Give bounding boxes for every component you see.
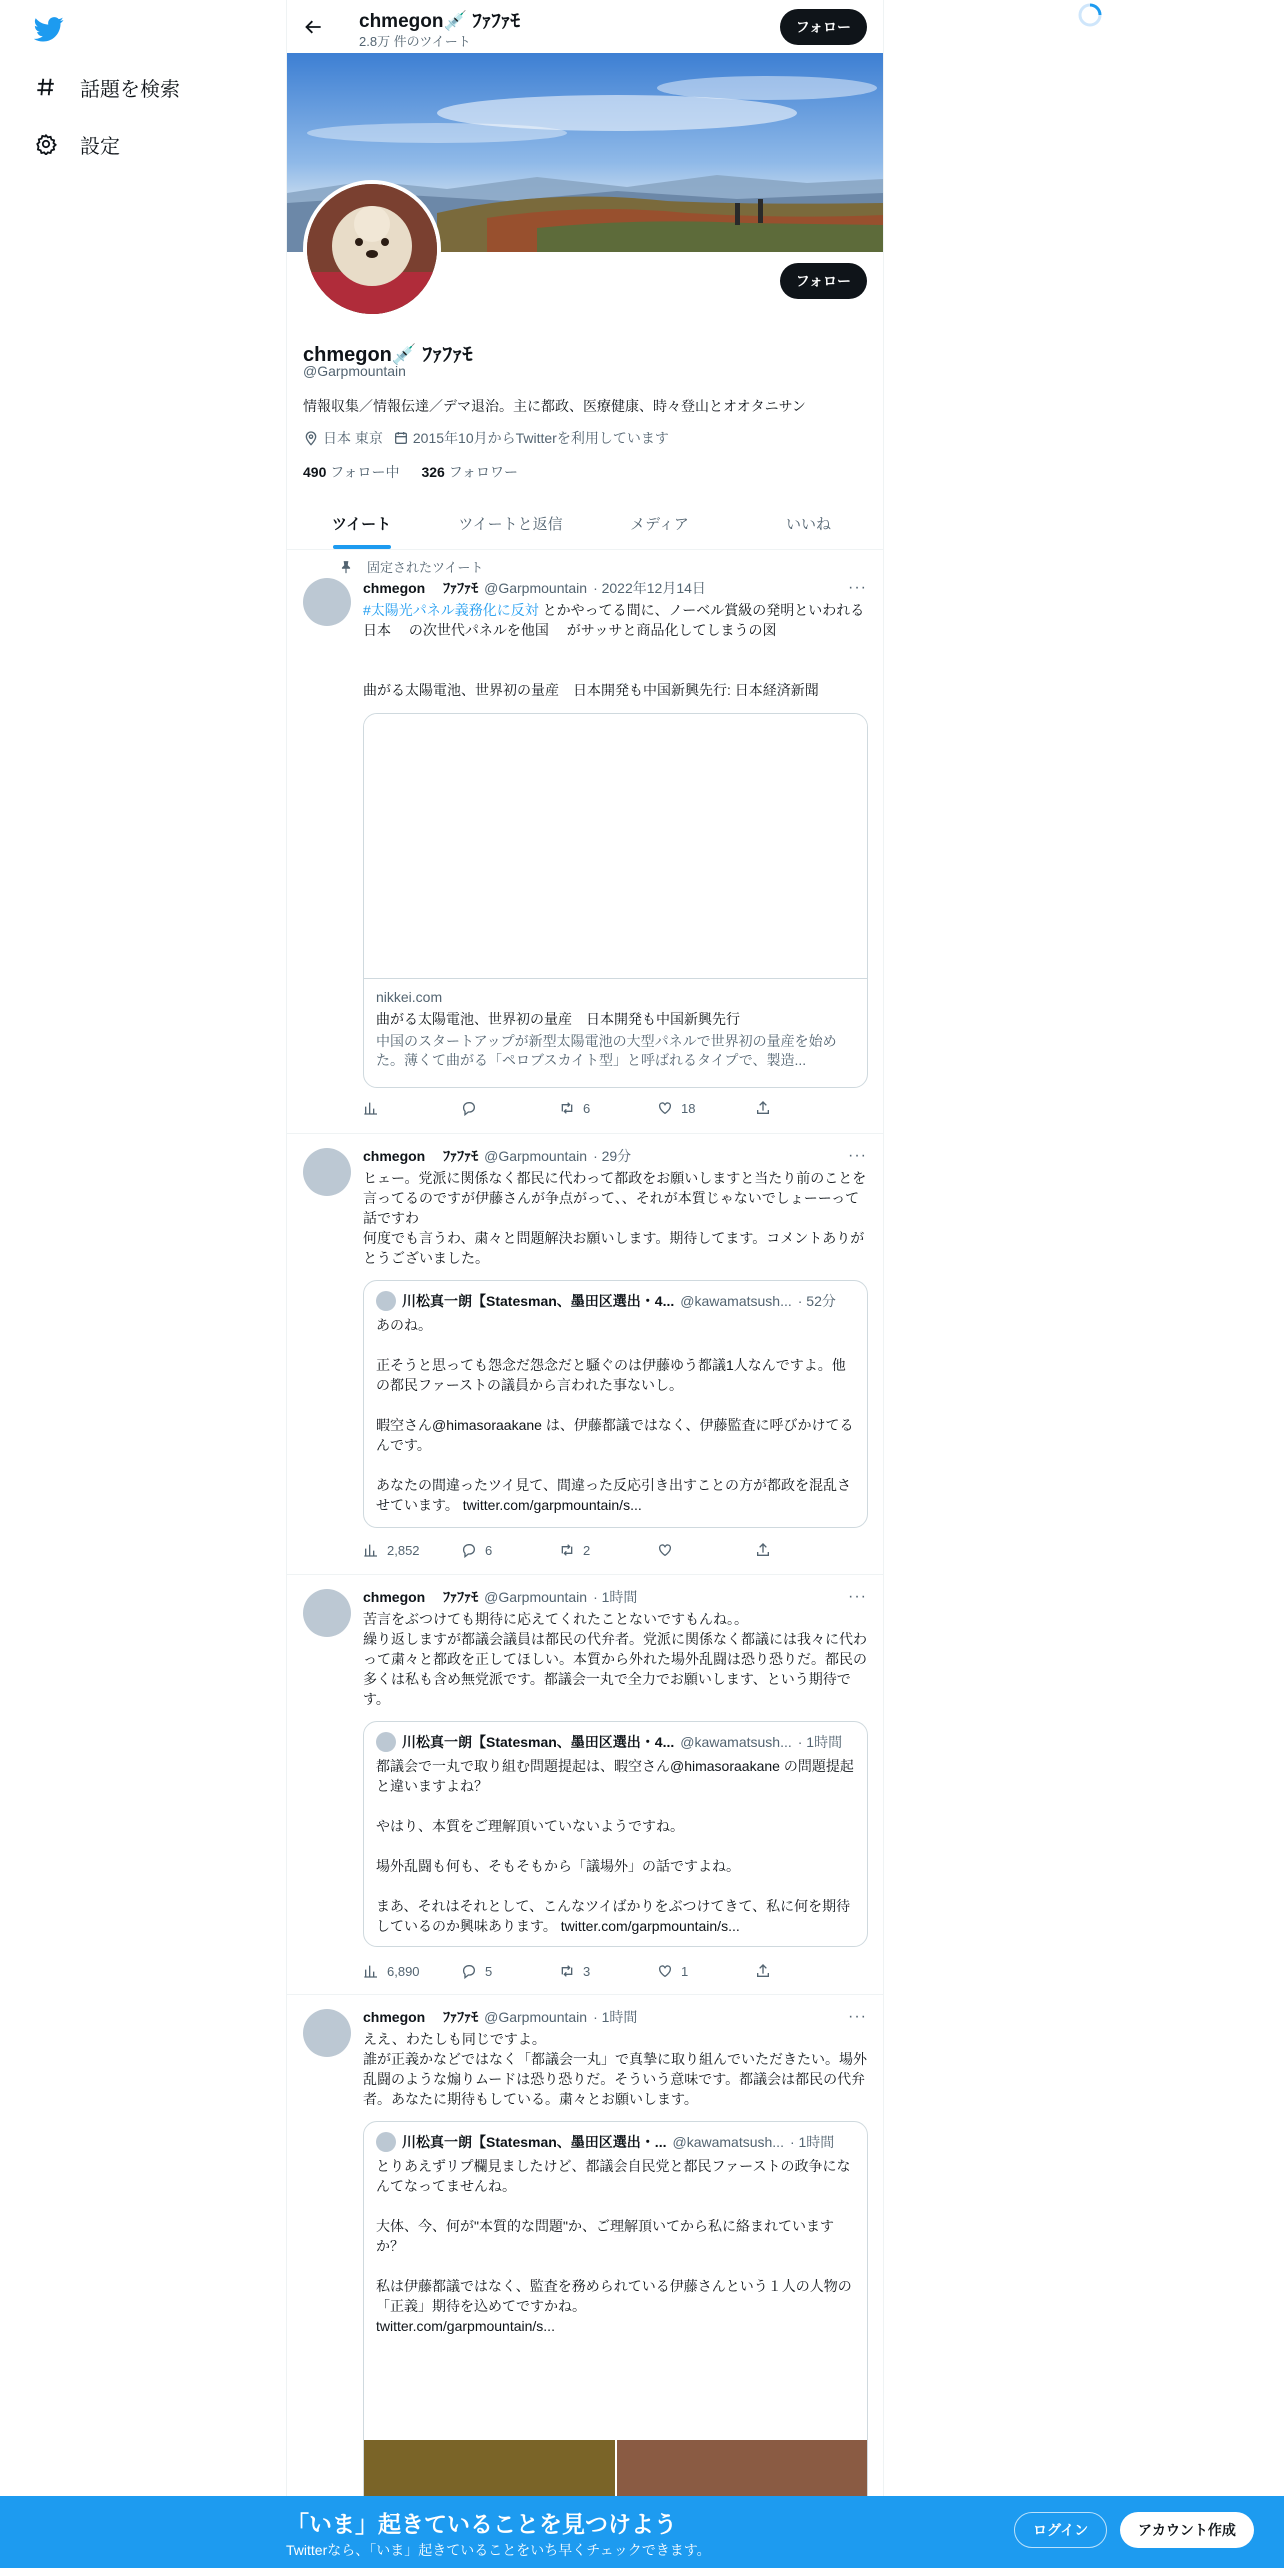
quote-author-handle: @kawamatsush... xyxy=(680,1734,792,1750)
quote-avatar xyxy=(376,1732,396,1752)
tweet-actions xyxy=(363,1100,783,1116)
quote-tweet[interactable] xyxy=(363,1280,868,1528)
login-button[interactable]: ログイン xyxy=(1014,2512,1107,2548)
hashtag-link[interactable]: #太陽光パネル義務化に反対 xyxy=(363,602,539,618)
views-count: 2,852 xyxy=(387,1542,420,1558)
arrow-left-icon xyxy=(304,17,324,37)
views-button[interactable] xyxy=(363,1542,461,1558)
quote-tweet[interactable] xyxy=(363,1721,868,1947)
reply-button[interactable] xyxy=(461,1100,559,1116)
tweet-author-name[interactable]: chmegon ﾌｧﾌｧﾓ xyxy=(363,1148,479,1164)
heart-icon xyxy=(657,1963,673,1979)
reply-button[interactable] xyxy=(461,1963,559,1979)
location-pin-icon xyxy=(303,430,319,446)
tab-tweets[interactable]: ツイート xyxy=(287,498,436,549)
reply-icon xyxy=(461,1963,477,1979)
tweet-time[interactable]: · 1時間 xyxy=(593,1589,638,1605)
profile-follow-button[interactable]: フォロー xyxy=(780,263,867,299)
nav-settings[interactable] xyxy=(34,124,120,164)
reply-icon xyxy=(461,1100,477,1116)
profile-header xyxy=(287,0,883,53)
tweet-text: ヒェー。党派に関係なく都民に代わって都政をお願いしますと当たり前のことを言ってるのですが伊藤さんが争点がって、、それが本質じゃないでしょーーって話ですわ 何度でも言うわ、粛々と問題解決お願いします。期待してます。コメントありがとうございました。 xyxy=(363,1170,867,1266)
profile-stats xyxy=(303,462,536,482)
tweet-header xyxy=(363,1587,867,1607)
nav-explore[interactable] xyxy=(34,67,180,107)
signup-prompt-title: 「いま」起きていることを見つけよう xyxy=(286,2511,677,2537)
more-options-icon[interactable]: ··· xyxy=(848,1588,867,1605)
tweet-header xyxy=(363,2007,867,2027)
quote-author-name: 川松真一朗【Statesman、墨田区選出・4... xyxy=(402,1293,675,1309)
quote-text: 都議会で一丸で取り組む問題提起は、暇空さん@himasoraakane の問題提起と違いますよね？ やはり、本質をご理解頂いていないようですね。 場外乱闘も何も、そもそもから「議場外」の話ですよね。 まあ、それはそれとして、こんなツイばかりをぶつけてきて、私に何を期待しているのか興味あります。 twitter.com/garpmountain/s... xyxy=(376,1758,854,1934)
followers-link[interactable] xyxy=(421,464,518,480)
share-button[interactable] xyxy=(755,1100,779,1116)
tweet-header xyxy=(363,578,867,598)
signup-prompt-bar xyxy=(0,2496,1284,2568)
tweet-time[interactable]: · 2022年12月14日 xyxy=(593,580,706,596)
tweet[interactable] xyxy=(287,1134,883,1575)
link-card-body xyxy=(364,979,867,1080)
quote-time: · 52分 xyxy=(797,1293,836,1309)
profile-tabs xyxy=(287,498,883,550)
following-label: フォロー中 xyxy=(330,464,400,480)
tweet-author-handle[interactable]: @Garpmountain xyxy=(484,1589,588,1605)
share-icon xyxy=(755,1100,771,1116)
quote-time: · 1時間 xyxy=(789,2134,835,2150)
quote-avatar xyxy=(376,1291,396,1311)
profile-timeline xyxy=(286,0,884,2568)
views-button[interactable] xyxy=(363,1963,461,1979)
retweet-icon xyxy=(559,1100,575,1116)
heart-icon xyxy=(657,1542,673,1558)
tweet-author-name[interactable]: chmegon ﾌｧﾌｧﾓ xyxy=(363,580,479,596)
quote-header xyxy=(376,1291,855,1311)
tweet-author-handle[interactable]: @Garpmountain xyxy=(484,580,588,596)
more-options-icon[interactable]: ··· xyxy=(848,2008,867,2025)
tweet[interactable] xyxy=(287,1995,883,2568)
like-button[interactable] xyxy=(657,1963,755,1979)
quote-header xyxy=(376,1732,855,1752)
tweet-text xyxy=(363,600,867,700)
profile-bio: 情報収集／情報伝達／デマ退治。主に都政、医療健康、時々登山とオオタニサン xyxy=(303,398,806,414)
pinned-label: 固定されたツイート xyxy=(367,560,484,575)
tweet[interactable] xyxy=(287,550,883,1134)
retweet-count: 3 xyxy=(583,1963,591,1979)
quote-text: あのね。 正そうと思っても怨念だ怨念だと騒ぐのは伊藤ゆう都議1人なんですよ。他の都民ファーストの議員から言われた事ないし。 暇空さん@himasoraakane は、伊藤都議ではなく、伊藤監査に呼びかけてるんです。 あなたの間違ったツイ見て、間違った反応引き出すことの方が都政を混乱させています。 twitter.com/garpmountain/s... xyxy=(376,1317,854,1513)
profile-avatar[interactable] xyxy=(303,180,441,318)
profile-name: chmegon💉 ﾌｧﾌｧﾓ xyxy=(303,344,473,366)
following-link[interactable] xyxy=(303,464,400,480)
quote-time: · 1時間 xyxy=(797,1734,843,1750)
tweet-actions xyxy=(363,1542,783,1558)
profile-location-text: 日本 東京 xyxy=(323,430,383,446)
retweet-button[interactable] xyxy=(559,1542,657,1558)
tweet[interactable] xyxy=(287,1575,883,1995)
profile-location xyxy=(303,428,383,448)
tweet-header xyxy=(363,1146,867,1166)
tweet-text: ええ、わたしも同じですよ。 誰が正義かなどではなく「都議会一丸」で真摯に取り組んでいただきたい。場外乱闘のような煽りムードは恐り恐りだ。そういう意味です。都議会は都民の代弁者。あなたに期待もしている。粛々とお願いします。 xyxy=(363,2031,867,2107)
link-card-title: 曲がる太陽電池、世界初の量産 日本開発も中国新興先行 xyxy=(376,1011,740,1027)
signup-prompt-subtitle: Twitterなら、「いま」起きていることをいち早くチェックできます。 xyxy=(286,2542,711,2558)
tweet-author-handle[interactable]: @Garpmountain xyxy=(484,1148,588,1164)
more-options-icon[interactable]: ··· xyxy=(848,1147,867,1164)
twitter-logo-icon[interactable] xyxy=(34,14,64,44)
quote-header xyxy=(376,2132,855,2152)
profile-joined xyxy=(393,428,669,448)
tweet-avatar[interactable] xyxy=(303,578,351,626)
tab-tweets-replies[interactable]: ツイートと返信 xyxy=(458,516,563,533)
retweet-button[interactable] xyxy=(559,1963,657,1979)
link-card[interactable] xyxy=(363,713,868,1088)
analytics-icon xyxy=(363,1542,379,1558)
profile-meta xyxy=(303,428,679,448)
more-options-icon[interactable]: ··· xyxy=(848,579,867,596)
quote-author-name: 川松真一朗【Statesman、墨田区選出・4... xyxy=(402,1734,675,1750)
quote-author-name: 川松真一朗【Statesman、墨田区選出・... xyxy=(402,2134,667,2150)
like-button[interactable] xyxy=(657,1542,755,1558)
reply-icon xyxy=(461,1542,477,1558)
share-button[interactable] xyxy=(755,1963,779,1979)
tweet-author-name[interactable]: chmegon ﾌｧﾌｧﾓ xyxy=(363,1589,479,1605)
retweet-icon xyxy=(559,1963,575,1979)
tweet-text-body: とかやってる間に、ノーベル賞級の発明といわれる日本 の次世代パネルを他国 がサッサと商品化してしまうの図 曲がる太陽電池、世界初の量産 日本開発も中国新興先行: 日本経済新聞 xyxy=(363,602,865,698)
retweet-icon xyxy=(559,1542,575,1558)
views-count: 6,890 xyxy=(387,1963,420,1979)
tweet-time[interactable]: · 1時間 xyxy=(593,2009,638,2025)
reply-count: 5 xyxy=(485,1963,493,1979)
header-name: chmegon💉 ﾌｧﾌｧﾓ xyxy=(359,11,520,32)
tweet-avatar[interactable] xyxy=(303,1589,351,1637)
link-card-description: 中国のスタートアップが新型太陽電池の大型パネルで世界初の量産を始めた。薄くて曲がる「ペロブスカイト型」と呼ばれるタイプで、製造... xyxy=(376,1033,837,1068)
quote-text: とりあえずリプ欄見ましたけど、都議会自民党と都民ファーストの政争になんてなってませんね。 大体、今、何が"本質的な問題"か、ご理解頂いてから私に絡まれていますか？ 私は伊藤都議ではなく、監査を務められている伊藤さんという１人の人物の「正義」期待を込めてですかね。 twitter.com/garpmountain/s... xyxy=(376,2158,852,2334)
tab-media[interactable]: メディア xyxy=(630,516,689,533)
retweet-count: 6 xyxy=(583,1100,591,1116)
nav-settings-label: 設定 xyxy=(80,135,120,158)
tab-likes[interactable]: いいね xyxy=(785,516,831,533)
header-tweet-count: 2.8万 件のツイート xyxy=(359,34,471,49)
quote-author-handle: @kawamatsush... xyxy=(672,2134,784,2150)
link-card-domain: nikkei.com xyxy=(376,989,443,1005)
profile-handle: @Garpmountain xyxy=(303,363,406,379)
heart-icon xyxy=(657,1100,673,1116)
tweet-time[interactable]: · 29分 xyxy=(593,1148,632,1164)
quote-avatar xyxy=(376,2132,396,2152)
gear-icon xyxy=(34,132,58,156)
tweet-avatar[interactable] xyxy=(303,2009,351,2057)
like-count: 18 xyxy=(681,1100,696,1116)
followers-count: 326 xyxy=(421,464,445,480)
share-button[interactable] xyxy=(755,1542,779,1558)
like-button[interactable] xyxy=(657,1100,755,1116)
tweet-author-name[interactable]: chmegon ﾌｧﾌｧﾓ xyxy=(363,2009,479,2025)
analytics-icon xyxy=(363,1100,379,1116)
signup-button[interactable]: アカウント作成 xyxy=(1120,2512,1254,2548)
reply-button[interactable] xyxy=(461,1542,559,1558)
avatar-dog-image xyxy=(307,184,437,314)
followers-label: フォロワー xyxy=(448,464,519,480)
profile-joined-text: 2015年10月からTwitterを利用しています xyxy=(412,430,669,446)
loading-spinner-icon xyxy=(1077,2,1103,28)
retweet-button[interactable] xyxy=(559,1100,657,1116)
tweet-author-handle[interactable]: @Garpmountain xyxy=(484,2009,588,2025)
hashtag-icon xyxy=(34,75,58,99)
calendar-icon xyxy=(393,430,409,446)
quote-author-handle: @kawamatsush... xyxy=(680,1293,792,1309)
views-button[interactable] xyxy=(363,1100,461,1116)
header-follow-button[interactable]: フォロー xyxy=(780,9,867,45)
like-count: 1 xyxy=(681,1963,689,1979)
nav-explore-label: 話題を検索 xyxy=(80,78,180,101)
analytics-icon xyxy=(363,1963,379,1979)
share-icon xyxy=(755,1542,771,1558)
share-icon xyxy=(755,1963,771,1979)
tweet-actions xyxy=(363,1963,783,1979)
reply-count: 6 xyxy=(485,1542,493,1558)
tweet-avatar[interactable] xyxy=(303,1148,351,1196)
retweet-count: 2 xyxy=(583,1542,591,1558)
link-card-image xyxy=(364,714,867,979)
tweet-text: 苦言をぶつけても期待に応えてくれたことないですもんね。。 繰り返しますが都議会議員は都民の代弁者。党派に関係なく都議には我々に代わって粛々と都政を正してほしい。本質から外れた場外乱闘は恐り恐りだ。都民の多くは私も含め無党派です。都議会一丸で全力でお願いします、という期待です。 xyxy=(363,1611,867,1707)
following-count: 490 xyxy=(303,464,327,480)
back-button[interactable] xyxy=(297,10,331,44)
